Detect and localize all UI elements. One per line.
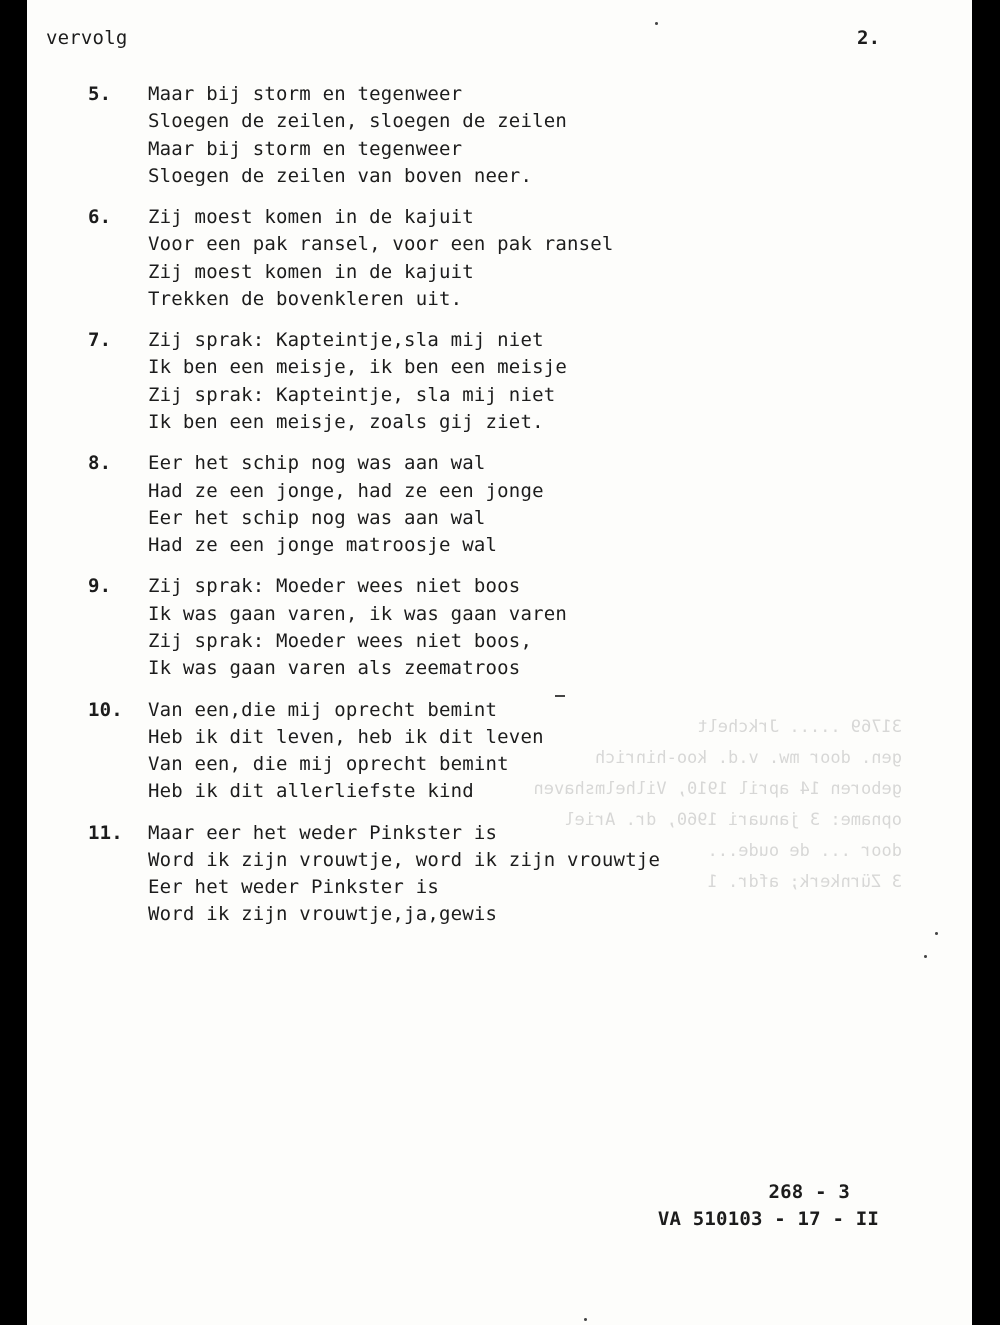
stanza-number: 9. — [88, 575, 112, 598]
paper-speck — [584, 1318, 587, 1321]
stanza-number: 8. — [88, 452, 112, 475]
lyric-line: Maar bij storm en tegenweer — [148, 83, 463, 105]
lyric-line: Word ik zijn vrouwtje, word ik zijn vrouwtje — [148, 848, 661, 871]
lyric-line: Heb ik dit allerliefste kind — [148, 780, 474, 803]
lyric-line: Zij sprak: Moeder wees niet boos — [148, 575, 521, 598]
lyric-line: Had ze een jonge, had ze een jonge — [148, 479, 544, 502]
page-number: 2. — [857, 27, 881, 49]
stanza-number: 7. — [88, 329, 112, 352]
stanza-number: 10. — [88, 698, 123, 721]
lyric-line: Sloegen de zeilen van boven neer. — [148, 164, 533, 187]
header-continued-label: vervolg — [46, 27, 128, 49]
lyric-line: Ik ben een meisje, ik ben een meisje — [148, 356, 568, 379]
paper-speck — [924, 955, 927, 958]
lyric-line: Zij sprak: Kapteintje,sla mij niet — [148, 329, 544, 352]
document-page — [27, 0, 972, 1325]
lyric-line: Zij sprak: Kapteintje, sla mij niet — [148, 383, 556, 406]
lyric-line: Trekken de bovenkleren uit. — [148, 287, 463, 310]
stanza-lines — [148, 450, 544, 559]
stanza-number: 6. — [88, 206, 112, 229]
lyric-line: Sloegen de zeilen, sloegen de zeilen — [148, 110, 568, 133]
lyric-line: Maar eer het weder Pinkster is — [148, 821, 498, 844]
show-through-text: 31769 ..... Jrkchelt gen. door mw. v.d. koo-hinrich geboren 14 april 1910, Vilhelmshaven opname: 3 januari 1960, dr. Ariel door ... de oude... 3 Zürnkerk; afdr. 1 — [533, 717, 902, 892]
stanza-lines — [148, 204, 614, 313]
lyric-line: Van een,die mij oprecht bemint — [148, 698, 498, 721]
paper-speck — [935, 932, 938, 935]
stanza-lines — [148, 81, 567, 190]
paper-mark — [555, 695, 565, 697]
lyric-line: Ik was gaan varen als zeematroos — [148, 657, 521, 680]
lyric-line: Eer het weder Pinkster is — [148, 876, 439, 899]
lyric-line: Had ze een jonge matroosje wal — [148, 534, 498, 557]
footer-catalog-number: 268 - 3 — [768, 1181, 850, 1203]
lyric-line: Zij sprak: Moeder wees niet boos, — [148, 629, 533, 652]
lyric-line: Ik was gaan varen, ik was gaan varen — [148, 602, 568, 625]
lyric-line: Zij moest komen in de kajuit — [148, 260, 474, 283]
stanza-number: 5. — [88, 83, 112, 105]
lyric-line: Zij moest komen in de kajuit — [148, 206, 474, 229]
lyric-line: Eer het schip nog was aan wal — [148, 506, 486, 529]
lyric-line: Word ik zijn vrouwtje,ja,gewis — [148, 903, 498, 926]
lyric-line: Maar bij storm en tegenweer — [148, 137, 463, 160]
stanza-lines — [148, 820, 660, 929]
lyric-line: Van een, die mij oprecht bemint — [148, 753, 509, 776]
stanza-lines — [148, 697, 544, 806]
paper-speck — [655, 22, 658, 25]
stanza-number: 11. — [88, 821, 123, 844]
lyric-line: Eer het schip nog was aan wal — [148, 452, 486, 475]
lyric-line: Voor een pak ransel, voor een pak ransel — [148, 233, 614, 256]
stanza-lines — [148, 573, 567, 682]
lyric-line: Ik ben een meisje, zoals gij ziet. — [148, 411, 544, 434]
lyric-line: Heb ik dit leven, heb ik dit leven — [148, 725, 544, 748]
footer-archive-code: VA 510103 - 17 - II — [657, 1208, 879, 1230]
stanza-lines — [148, 327, 567, 436]
